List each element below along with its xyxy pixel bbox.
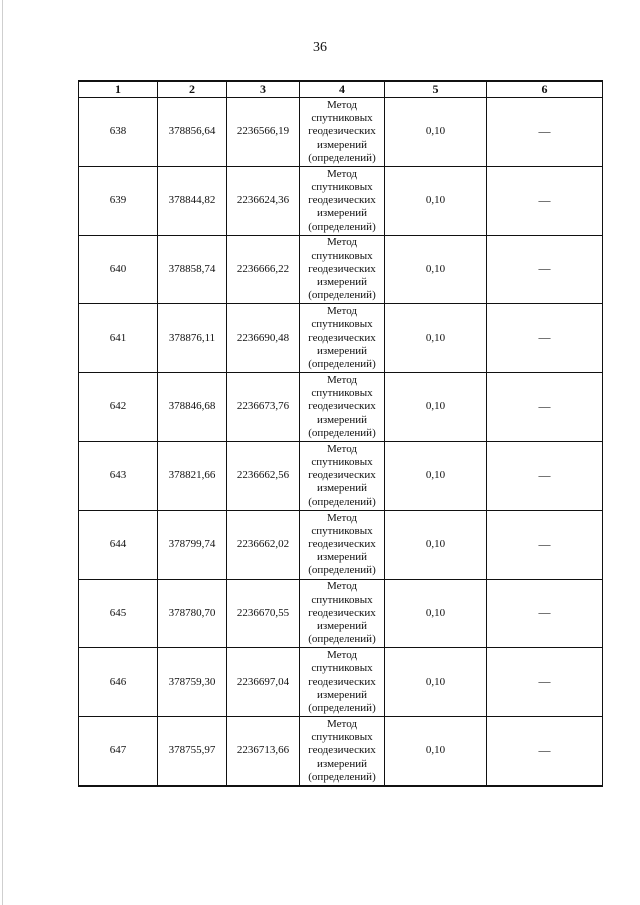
point-number-cell: 644 (79, 510, 158, 579)
accuracy-cell: 0,10 (385, 166, 487, 235)
y-coordinate-cell: 2236662,56 (227, 441, 300, 510)
note-cell (487, 579, 603, 648)
x-coordinate-cell: 378759,30 (158, 648, 227, 717)
x-coordinate-cell: 378821,66 (158, 441, 227, 510)
y-coordinate-cell: 2236666,22 (227, 235, 300, 304)
note-cell (487, 304, 603, 373)
method-cell (300, 373, 385, 442)
y-coordinate-cell: 2236673,76 (227, 373, 300, 442)
note-cell-text: — (538, 330, 551, 345)
y-coordinate-cell: 2236566,19 (227, 98, 300, 167)
point-number-cell: 642 (79, 373, 158, 442)
table-row (79, 510, 603, 579)
point-number-cell: 641 (79, 304, 158, 373)
header-col-4: 4 (300, 81, 385, 98)
note-cell (487, 166, 603, 235)
header-col-6: 6 (487, 81, 603, 98)
note-cell-text: — (538, 605, 551, 620)
table-header-row (79, 81, 603, 98)
x-coordinate-cell: 378856,64 (158, 98, 227, 167)
accuracy-cell: 0,10 (385, 98, 487, 167)
method-cell (300, 304, 385, 373)
header-col-2: 2 (158, 81, 227, 98)
note-cell (487, 717, 603, 786)
table-body (79, 98, 603, 786)
y-coordinate-cell: 2236662,02 (227, 510, 300, 579)
note-cell-text: — (538, 192, 551, 207)
method-cell (300, 510, 385, 579)
table-row (79, 166, 603, 235)
method-cell-text: Метод спутниковых геодезических измерений (определений) (308, 167, 376, 233)
y-coordinate-cell: 2236713,66 (227, 717, 300, 786)
table-row (79, 648, 603, 717)
header-col-3: 3 (227, 81, 300, 98)
note-cell (487, 510, 603, 579)
note-cell-text: — (538, 674, 551, 689)
point-number-cell: 646 (79, 648, 158, 717)
method-cell-text: Метод спутниковых геодезических измерений (определений) (308, 718, 376, 783)
header-col-1: 1 (79, 81, 158, 98)
note-cell (487, 235, 603, 304)
method-cell (300, 648, 385, 717)
accuracy-cell: 0,10 (385, 373, 487, 442)
x-coordinate-cell: 378780,70 (158, 579, 227, 648)
method-cell (300, 579, 385, 648)
x-coordinate-cell: 378844,82 (158, 166, 227, 235)
point-number-cell: 640 (79, 235, 158, 304)
note-cell-text: — (538, 467, 551, 482)
point-number-cell: 647 (79, 717, 158, 786)
page-edge-line (2, 0, 3, 905)
accuracy-cell: 0,10 (385, 441, 487, 510)
y-coordinate-cell: 2236690,48 (227, 304, 300, 373)
accuracy-cell: 0,10 (385, 510, 487, 579)
table-row (79, 98, 603, 167)
method-cell-text: Метод спутниковых геодезических измерений (определений) (308, 649, 376, 715)
y-coordinate-cell: 2236697,04 (227, 648, 300, 717)
note-cell-text: — (538, 123, 551, 138)
note-cell (487, 441, 603, 510)
note-cell-text: — (538, 261, 551, 276)
x-coordinate-cell: 378858,74 (158, 235, 227, 304)
note-cell-text: — (538, 536, 551, 551)
point-number-cell: 645 (79, 579, 158, 648)
table-row (79, 373, 603, 442)
method-cell-text: Метод спутниковых геодезических измерений (определений) (308, 98, 376, 164)
note-cell-text: — (538, 742, 551, 757)
accuracy-cell: 0,10 (385, 579, 487, 648)
x-coordinate-cell: 378846,68 (158, 373, 227, 442)
x-coordinate-cell: 378755,97 (158, 717, 227, 786)
point-number-cell: 639 (79, 166, 158, 235)
y-coordinate-cell: 2236670,55 (227, 579, 300, 648)
table-row (79, 441, 603, 510)
table-row (79, 304, 603, 373)
point-number-cell: 643 (79, 441, 158, 510)
y-coordinate-cell: 2236624,36 (227, 166, 300, 235)
method-cell-text: Метод спутниковых геодезических измерений (определений) (308, 374, 376, 439)
note-cell (487, 648, 603, 717)
x-coordinate-cell: 378876,11 (158, 304, 227, 373)
accuracy-cell: 0,10 (385, 648, 487, 717)
method-cell-text: Метод спутниковых геодезических измерений (определений) (308, 305, 376, 371)
method-cell (300, 235, 385, 304)
method-cell (300, 717, 385, 786)
header-col-5: 5 (385, 81, 487, 98)
table-row (79, 235, 603, 304)
accuracy-cell: 0,10 (385, 304, 487, 373)
method-cell-text: Метод спутниковых геодезических измерений (определений) (308, 442, 376, 508)
page-number: 36 (313, 40, 327, 55)
method-cell (300, 441, 385, 510)
note-cell-text: — (538, 398, 551, 413)
table-row (79, 579, 603, 648)
coordinates-table (78, 80, 603, 787)
accuracy-cell: 0,10 (385, 235, 487, 304)
method-cell (300, 98, 385, 167)
method-cell-text: Метод спутниковых геодезических измерений (определений) (308, 511, 376, 577)
table-row (79, 717, 603, 786)
method-cell-text: Метод спутниковых геодезических измерений (определений) (308, 236, 376, 302)
method-cell (300, 166, 385, 235)
note-cell (487, 373, 603, 442)
point-number-cell: 638 (79, 98, 158, 167)
note-cell (487, 98, 603, 167)
x-coordinate-cell: 378799,74 (158, 510, 227, 579)
method-cell-text: Метод спутниковых геодезических измерений (определений) (308, 580, 376, 646)
accuracy-cell: 0,10 (385, 717, 487, 786)
